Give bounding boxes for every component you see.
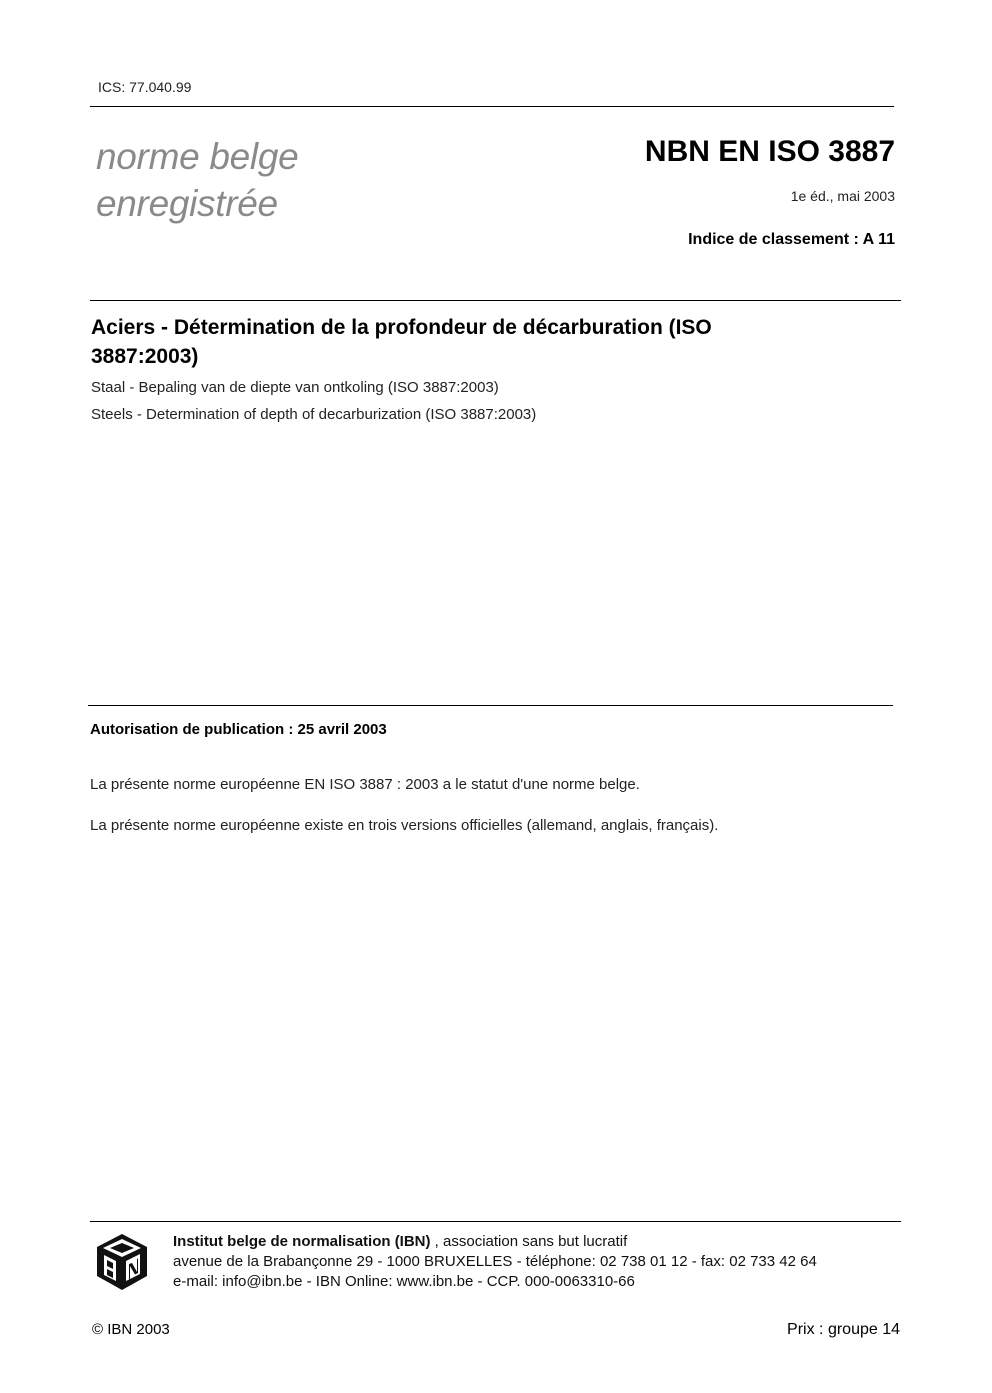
- title-divider: [90, 300, 901, 301]
- body-divider: [88, 705, 893, 706]
- institute-name: Institut belge de normalisation (IBN): [173, 1233, 431, 1250]
- institute-line: [173, 1232, 817, 1252]
- status-paragraph: La présente norme européenne EN ISO 3887 : 2003 a le statut d'une norme belge.: [90, 776, 640, 793]
- header-divider: [90, 106, 894, 107]
- institute-info: [173, 1232, 817, 1292]
- brand-line-1: norme belge: [96, 136, 299, 177]
- ics-code: ICS: 77.040.99: [98, 79, 192, 95]
- copyright: © IBN 2003: [92, 1321, 170, 1338]
- edition-date: 1e éd., mai 2003: [790, 188, 895, 204]
- title-dutch: Staal - Bepaling van de diepte van ontkoling (ISO 3887:2003): [91, 379, 499, 396]
- institute-suffix: , association sans but lucratif: [430, 1233, 628, 1250]
- brand-line-2: enregistrée: [96, 183, 278, 224]
- institute-address: avenue de la Brabançonne 29 - 1000 BRUXELLES - téléphone: 02 738 01 12 - fax: 02 733 42 64: [173, 1253, 817, 1270]
- standard-number: NBN EN ISO 3887: [644, 135, 895, 168]
- ibn-logo-icon: [96, 1233, 148, 1291]
- institute-contact: e-mail: info@ibn.be - IBN Online: www.ibn.be - CCP. 000-0063310-66: [173, 1273, 635, 1290]
- footer-divider: [90, 1221, 901, 1222]
- title-english: Steels - Determination of depth of decarburization (ISO 3887:2003): [91, 406, 537, 423]
- price-group: Prix : groupe 14: [787, 1321, 900, 1338]
- publication-authorisation: Autorisation de publication : 25 avril 2003: [90, 721, 387, 738]
- versions-paragraph: La présente norme européenne existe en trois versions officielles (allemand, anglais, français).: [90, 817, 719, 834]
- document-title: Aciers - Détermination de la profondeur de décarburation (ISO 3887:2003): [91, 316, 712, 368]
- classification-index: Indice de classement : A 11: [688, 231, 895, 248]
